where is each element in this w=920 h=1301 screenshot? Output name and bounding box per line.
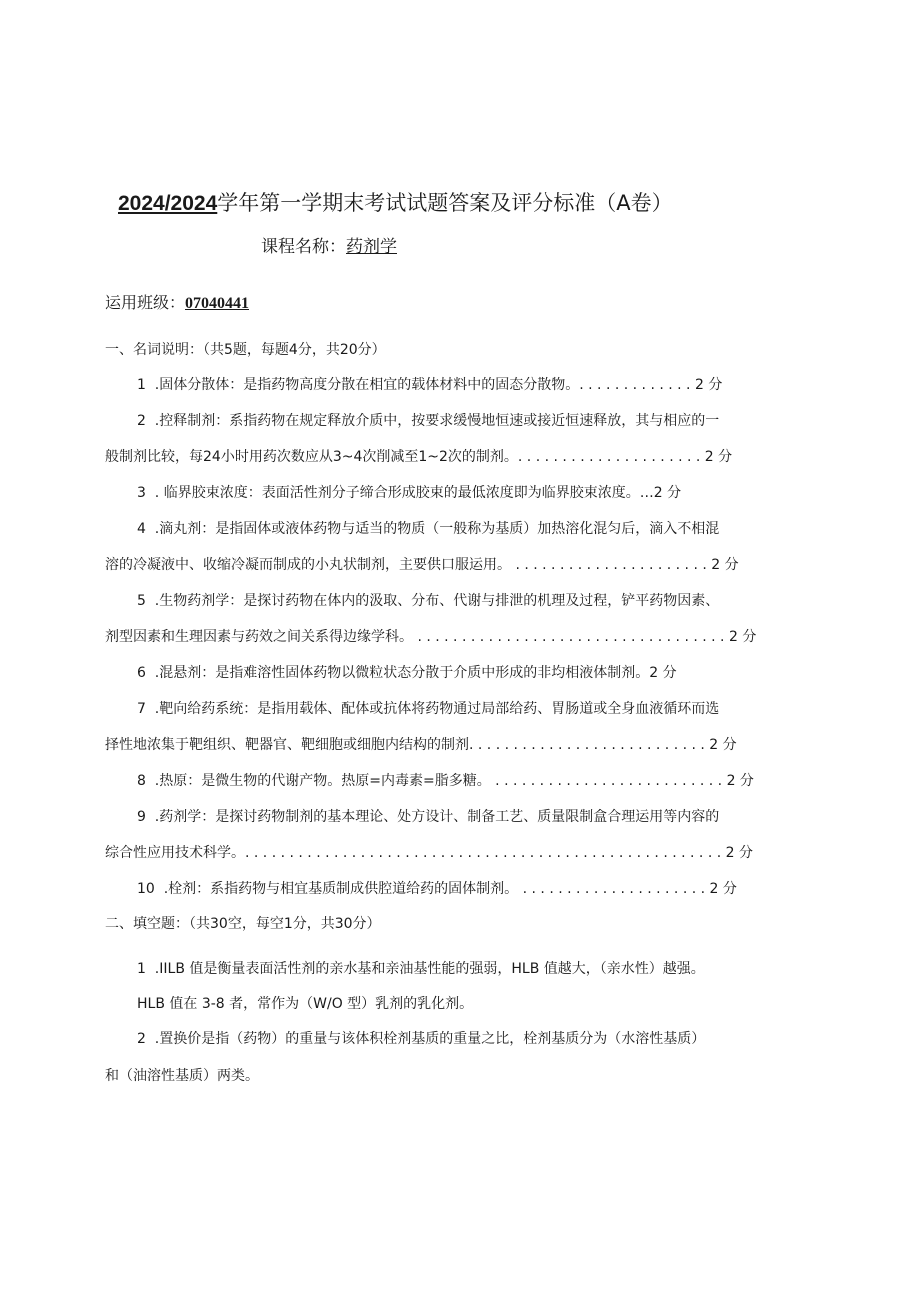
term-line: 7 .靶向给药系统：是指用载体、配体或抗体将药物通过局部给药、胃肠道或全身血液循环而选 <box>137 701 720 717</box>
term-line: 溶的冷凝液中、收缩冷凝而制成的小丸状制剂，主要供口服运用。 . . . . . . . . . . . . . . . . . . . . . . 2 分 <box>105 557 739 573</box>
term-line: 择性地浓集于靶组织、靶器官、靶细胞或细胞内结构的制剂. . . . . . . . . . . . . . . . . . . . . . . . . . . 2 分 <box>105 737 737 753</box>
fill-line: 和（油溶性基质）两类。 <box>105 1068 259 1084</box>
document-title <box>118 189 673 218</box>
fill-line: HLB 值在 3-8 者，常作为（W/O 型）乳剂的乳化剂。 <box>137 996 474 1012</box>
term-line: 10 .栓剂：系指药物与相宜基质制成供腔道给药的固体制剂。 . . . . . . . . . . . . . . . . . . . . . 2 分 <box>137 881 737 897</box>
term-line: 5 .生物药剂学：是探讨药物在体内的汲取、分布、代谢与排泄的机理及过程，铲平药物因素、 <box>137 593 720 609</box>
term-line: 9 .药剂学：是探讨药物制剂的基本理论、处方设计、制备工艺、质量限制盒合理运用等内容的 <box>137 809 720 825</box>
title-text: 学年第一学期末考试试题答案及评分标准（A卷） <box>217 191 673 215</box>
class-label: 运用班级： <box>105 293 186 312</box>
term-line: 4 .滴丸剂：是指固体或液体药物与适当的物质（一般称为基质）加热溶化混匀后，滴入不相混 <box>137 521 720 537</box>
term-line: 剂型因素和生理因素与药效之间关系得边缘学科。 . . . . . . . . . . . . . . . . . . . . . . . . . . . . . . . . . . . 2 分 <box>105 629 757 645</box>
term-line: 综合性应用技术科学。. . . . . . . . . . . . . . . . . . . . . . . . . . . . . . . . . . . . . . . . . . . . . . . . . . . . . . 2 分 <box>105 845 753 861</box>
section-heading: 二、填空题：（共30空，每空1分，共30分） <box>105 916 381 932</box>
term-line: 6 .混悬剂：是指难溶性固体药物以微粒状态分散于介质中形成的非均相液体制剂。2 分 <box>137 665 677 681</box>
term-line: 1 .固体分散体：是指药物高度分散在相宜的载体材料中的固态分散物。. . . . . . . . . . . . . 2 分 <box>137 377 723 393</box>
course-line <box>261 235 397 259</box>
course-label: 课程名称： <box>261 237 346 257</box>
fill-line: 1 .IILB 值是衡量表面活性剂的亲水基和亲油基性能的强弱，HLB 值越大，（亲水性）越强。 <box>137 961 705 977</box>
section-heading: 一、名词说明：（共5题，每题4分，共20分） <box>105 342 386 358</box>
term-line: 8 .热原：是微生物的代谢产物。热原=内毒素=脂多糖。 . . . . . . . . . . . . . . . . . . . . . . . . . . 2 分 <box>137 773 754 789</box>
term-line: 3 . 临界胶束浓度：表面活性剂分子缔合形成胶束的最低浓度即为临界胶束浓度。…2 分 <box>137 485 682 501</box>
academic-year: 2024/2024 <box>118 192 218 215</box>
course-name: 药剂学 <box>346 237 397 257</box>
class-code: 07040441 <box>185 295 250 312</box>
fill-line: 2 .置换价是指（药物）的重量与该体积栓剂基质的重量之比，栓剂基质分为（水溶性基质） <box>137 1031 706 1047</box>
term-line: 2 .控释制剂：系指药物在规定释放介质中，按要求缓慢地恒速或接近恒速释放，其与相应的一 <box>137 413 720 429</box>
term-line: 般制剂比较，每24小时用药次数应从3~4次削减至1~2次的制剂。. . . . . . . . . . . . . . . . . . . . . 2 分 <box>105 449 733 465</box>
class-line <box>105 291 249 316</box>
